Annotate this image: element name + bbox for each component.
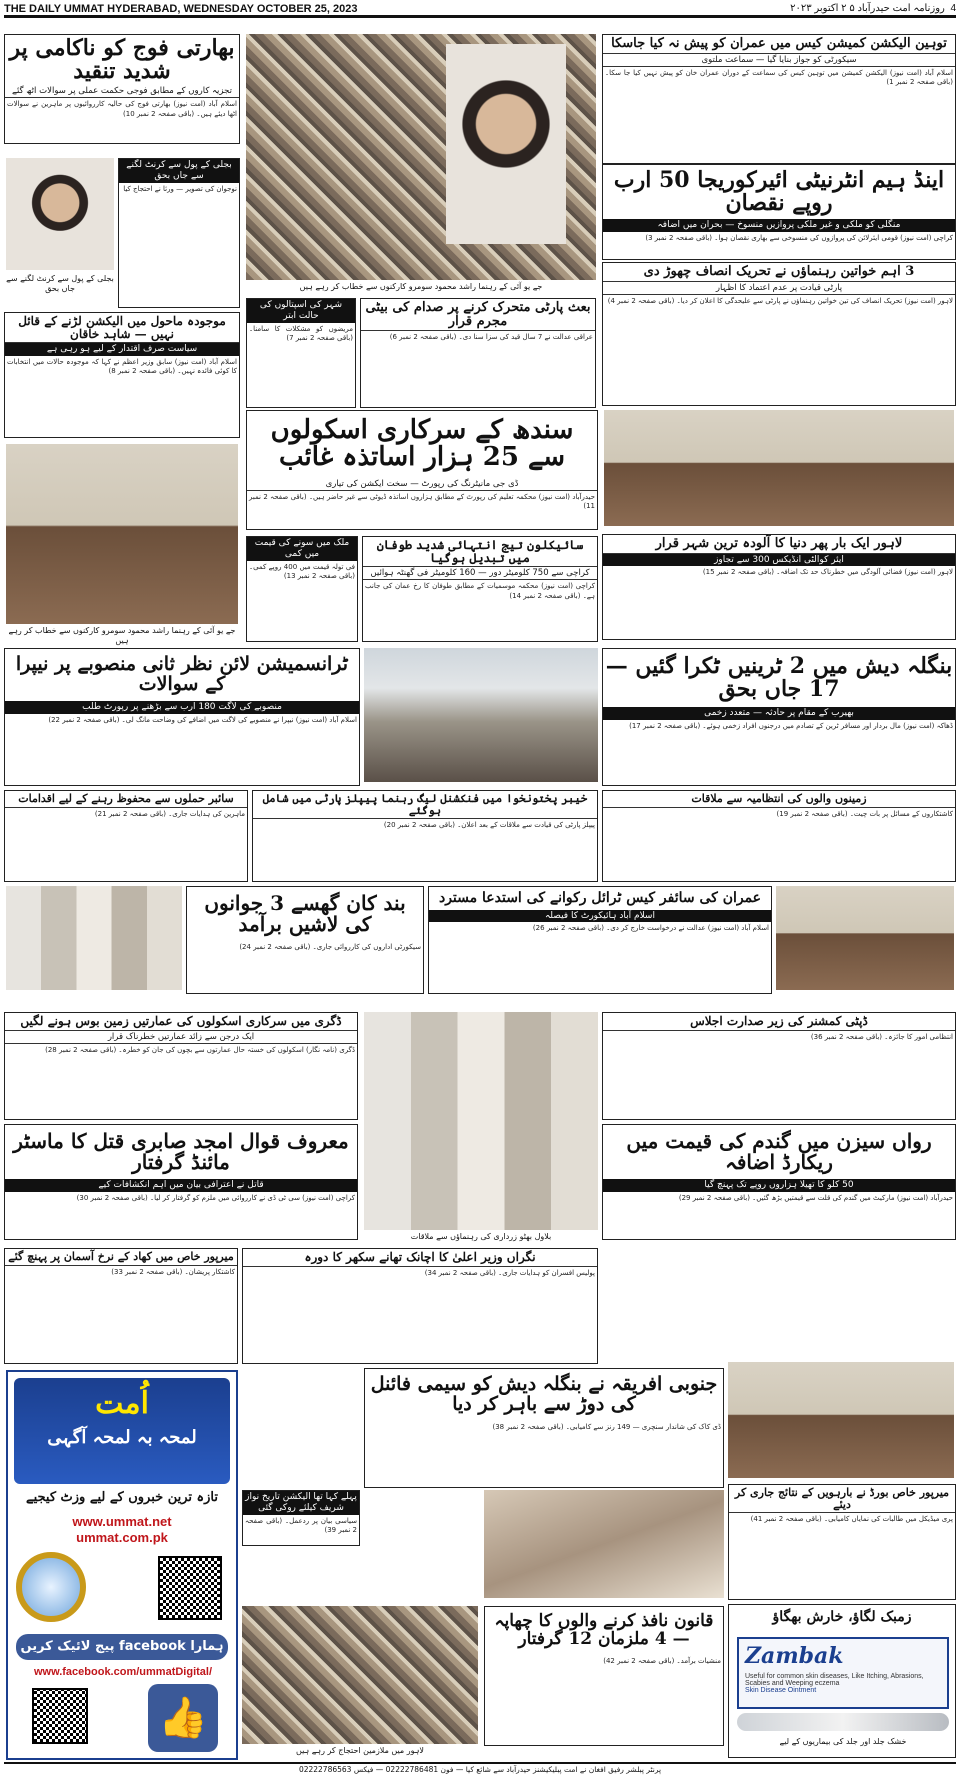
story-body: ڈھاکہ (امت نیوز) مال بردار اور مسافر ٹرین کے تصادم میں درجنوں افراد زخمی ہوئے۔ (باقی صفحہ 2 نمبر 17) bbox=[629, 721, 953, 730]
story-fertilizer bbox=[4, 1248, 238, 1364]
subheadline: 50 کلو کا تھیلا ہزاروں روپے تک پہنچ گیا bbox=[603, 1179, 955, 1192]
story-bangladesh-train bbox=[602, 648, 956, 786]
story-tauheen bbox=[602, 34, 956, 164]
story-mq bbox=[360, 298, 596, 408]
magnifier-icon bbox=[16, 1552, 86, 1622]
subheadline: کراچی سے 750 کلومیٹر دور — 160 کلومیٹر فی گھنٹہ ہوائیں bbox=[363, 567, 597, 580]
ppp-caption: بلاول بھٹو زرداری کی رہنماؤں سے ملاقات bbox=[410, 1232, 552, 1241]
facebook-like-label[interactable]: ہمارا facebook پیج لائیک کریں bbox=[16, 1634, 228, 1660]
masthead-urdu-text: روزنامہ امت حیدرآباد ۵ ۲ اکتوبر ۲۰۲۳ bbox=[790, 3, 945, 14]
story-army bbox=[4, 34, 240, 144]
subheadline: منگلی کو ملکی و غیر ملکی پروازیں منسوخ — بحران میں اضافہ bbox=[603, 219, 955, 232]
qr-code-icon[interactable] bbox=[158, 1556, 222, 1620]
story-body: پری میڈیکل میں طالبات کی نمایاں کامیابی۔ (باقی صفحہ 2 نمبر 41) bbox=[750, 1515, 953, 1524]
subheadline: ڈی جی مانیٹرنگ کی رپورٹ — سخت ایکشن کی تیاری bbox=[247, 478, 597, 491]
portrait-caption: بجلی کے پول سے کرنٹ لگنے سے جاں بحق bbox=[6, 274, 114, 293]
masthead-urdu bbox=[790, 3, 956, 14]
ummat-ad[interactable] bbox=[6, 1370, 238, 1760]
headline: میرپور خاص میں کھاد کے نرخ آسمان پر پہنچ گئے bbox=[5, 1249, 237, 1266]
story-kp-party bbox=[252, 790, 598, 882]
story-body: نوجوان کی تصویر — ورثا نے احتجاج کیا bbox=[123, 184, 237, 193]
story-body: حیدرآباد (امت نیوز) مارکیٹ میں گندم کی قلت سے قیمتیں بڑھ گئیں۔ (باقی صفحہ 2 نمبر 29) bbox=[678, 1193, 953, 1202]
zambak-desc: Useful for common skin diseases, Like Itching, Abrasions, Scabies and Weeping eczema bbox=[745, 1673, 924, 1687]
story-body: اسلام آباد (امت نیوز) بھارتی فوج کی حالیہ کارروائیوں پر ماہرین نے سوالات اٹھا دیئے ہیں۔ (باقی صفحہ 2 نمبر 10) bbox=[7, 100, 237, 118]
story-wheat bbox=[602, 1124, 956, 1240]
officials-meeting-photo bbox=[728, 1362, 954, 1478]
zambak-brand: Zambak bbox=[745, 1643, 844, 1669]
subheadline: ایئر کوالٹی انڈیکس 300 سے تجاوز bbox=[603, 554, 955, 567]
headline: سائیکلون تیج انتہائی شدید طوفان میں تبدیل ہوگیا bbox=[363, 537, 597, 567]
headline: قانون نافذ کرنے والوں کا چھاپہ — 4 ملزمان 12 گرفتار bbox=[494, 1611, 714, 1649]
story-balochistan bbox=[186, 886, 424, 994]
protest-flag-photo bbox=[364, 648, 598, 782]
headline: خیبر پختونخوا میں فنکشنل لیگ رہنما پیپلز پارٹی میں شامل ہوگئے bbox=[253, 791, 597, 819]
story-body: اسلام آباد (امت نیوز) سابق وزیر اعظم نے کہا کہ موجودہ حالات میں انتخابات کا کوئی فائدہ نہیں۔ (باقی صفحہ 2 نمبر 8) bbox=[7, 357, 237, 376]
story-power bbox=[118, 158, 240, 308]
thumbs-up-icon: 👍 bbox=[148, 1684, 218, 1752]
main-photo bbox=[246, 34, 596, 280]
story-body: پولیس افسران کو ہدایات جاری۔ (باقی صفحہ 2 نمبر 34) bbox=[424, 1268, 595, 1277]
story-matric bbox=[728, 1484, 956, 1600]
story-teachers bbox=[246, 410, 598, 530]
headline: رواں سیزن میں گندم کی قیمت میں ریکارڈ اضافہ bbox=[626, 1129, 932, 1174]
portrait-photo bbox=[6, 158, 114, 270]
headline: توہین الیکشن کمیشن کیس میں عمران کو پیش نہ کیا جاسکا bbox=[603, 35, 955, 54]
subheadline: ایک درجن سے زائد عمارتیں خطرناک قرار bbox=[5, 1031, 357, 1044]
conference-photo bbox=[776, 886, 954, 990]
story-body: فی تولہ قیمت میں 400 روپے کمی۔ (باقی صفحہ 2 نمبر 13) bbox=[249, 562, 356, 581]
headline: جنوبی افریقہ نے بنگلہ دیش کو سیمی فائنل کی دوڑ سے باہر کر دیا bbox=[370, 1373, 718, 1415]
headline: ٹرانسمیشن لائن نظر ثانی منصوبے پر نیپرا کے سوالات bbox=[15, 653, 349, 695]
headline: سائبر حملوں سے محفوظ رہنے کے لیے اقدامات bbox=[5, 791, 247, 808]
story-transmission bbox=[4, 648, 360, 786]
zambak-sub: Skin Disease Ointment bbox=[745, 1687, 817, 1694]
story-body: حیدرآباد (امت نیوز) محکمہ تعلیم کی رپورٹ کے مطابق ہزاروں اساتذہ ڈیوٹی سے غیر حاضر ہیں۔ (باقی صفحہ 2 نمبر 11) bbox=[249, 492, 595, 511]
headline: پہلے کہا تھا الیکشن تاریخ نواز شریف کیلئے روکی گئی bbox=[243, 1491, 359, 1515]
masthead-english: THE DAILY UMMAT HYDERABAD, WEDNESDAY OCTOBER 25, 2023 bbox=[4, 2, 358, 15]
headline: میرپور خاص بورڈ نے بارہویں کے نتائج جاری کر دیئے bbox=[729, 1485, 955, 1513]
story-police-land bbox=[4, 1012, 358, 1120]
story-body: ماہرین کی ہدایات جاری۔ (باقی صفحہ 2 نمبر 21) bbox=[94, 809, 245, 818]
story-body: کراچی (امت نیوز) سی ٹی ڈی نے کارروائی میں ملزم کو گرفتار کر لیا۔ (باقی صفحہ 2 نمبر 30) bbox=[76, 1193, 355, 1202]
ummat-url-2[interactable]: ummat.com.pk bbox=[76, 1530, 168, 1545]
story-body: اسلام آباد (امت نیوز) الیکشن کمیشن میں توہین کیس کی سماعت کے دوران عمران خان کو پیش نہیں کیا جا سکا۔ (باقی صفحہ 2 نمبر 1) bbox=[605, 68, 953, 87]
zambak-ad[interactable] bbox=[728, 1604, 956, 1758]
meeting-caption: جے یو آئی کے رہنما راشد محمود سومرو کارکنوں سے خطاب کر رہے ہیں bbox=[8, 626, 236, 645]
story-cyclone bbox=[362, 536, 598, 642]
headline: معروف قوال امجد صابری قتل کا ماسٹر مائنڈ گرفتار bbox=[13, 1129, 349, 1174]
group-photo bbox=[6, 886, 182, 990]
facebook-url[interactable]: www.facebook.com/ummatDigital/ bbox=[33, 1666, 213, 1678]
ummat-logo: اُمت bbox=[95, 1386, 149, 1421]
headline: ڈگری میں سرکاری اسکولوں کی عمارتیں زمین بوس ہونے لگیں bbox=[5, 1013, 357, 1031]
subheadline: سیاست صرف اقتدار کے لیے ہو رہی ہے bbox=[5, 343, 239, 356]
speaker-figure bbox=[446, 44, 566, 244]
story-body: کراچی (امت نیوز) قومی ایئرلائن کی پروازوں کی منسوخی سے بھاری نقصان ہوا۔ (باقی صفحہ 2 نمبر 3) bbox=[645, 233, 953, 242]
ummat-visit-text: تازہ ترین خبروں کے لیے وزٹ کیجیے bbox=[25, 1490, 219, 1505]
story-body: عراقی عدالت نے 7 سال قید کی سزا سنا دی۔ (باقی صفحہ 2 نمبر 6) bbox=[389, 333, 593, 342]
subheadline: بھیرب کے مقام پر حادثہ — متعدد زخمی bbox=[603, 707, 955, 720]
zambak-tube bbox=[737, 1713, 949, 1731]
ummat-url-1[interactable]: www.ummat.net bbox=[72, 1514, 172, 1529]
story-women bbox=[602, 262, 956, 406]
zambak-title: زمبک لگاؤ، خارش بھگاؤ bbox=[772, 1609, 912, 1625]
headline: بند کان گھسے 3 جوانوں کی لاشیں برآمد bbox=[204, 891, 406, 936]
zambak-caption: خشک جلد اور جلد کی بیماریوں کے لیے bbox=[779, 1737, 907, 1746]
story-body: اسلام آباد (امت نیوز) نیپرا نے منصوبے کی لاگت میں اضافے کی وضاحت مانگ لی۔ (باقی صفحہ 2 نمبر 22) bbox=[48, 715, 357, 724]
subheadline: منصوبے کی لاگت 180 ارب سے بڑھنے پر رپورٹ طلب bbox=[5, 701, 359, 714]
headline: نگراں وزیر اعلیٰ کا اچانک تھانے سکھر کا دورہ bbox=[243, 1249, 597, 1267]
story-body: ڈی کاک کی شاندار سنچری — 149 رنز سے کامیابی۔ (باقی صفحہ 2 نمبر 38) bbox=[492, 1422, 721, 1431]
page-number: 4 bbox=[950, 3, 956, 14]
headline: شہر کی اسپتالوں کی حالت ابتر bbox=[247, 299, 355, 323]
headline: بجلی کے پول سے کرنٹ لگنے سے جاں بحق bbox=[119, 159, 239, 183]
story-lahore-air bbox=[602, 534, 956, 640]
story-arrest bbox=[484, 1606, 724, 1746]
headline: 3 اہم خواتین رہنماؤں نے تحریک انصاف چھوڑ دی bbox=[603, 263, 955, 282]
story-raid bbox=[242, 1248, 598, 1364]
school-photo bbox=[604, 410, 954, 526]
zambak-pack bbox=[737, 1637, 949, 1709]
headline: بنگلہ دیش میں 2 ٹرینیں ٹکرا گئیں — 17 جاں بحق bbox=[605, 653, 953, 703]
story-deputy-commissioner bbox=[602, 1012, 956, 1120]
protest-caption: لاہور میں ملازمین احتجاج کر رہے ہیں bbox=[295, 1746, 424, 1755]
story-body: سیکورٹی اداروں کی کارروائی جاری۔ (باقی صفحہ 2 نمبر 24) bbox=[239, 943, 421, 951]
subheadline: اسلام آباد ہائیکورٹ کا فیصلہ bbox=[429, 910, 771, 923]
masthead bbox=[4, 2, 956, 18]
main-photo-caption: جے یو آئی کے رہنما راشد محمود سومرو کارکنوں سے خطاب کر رہے ہیں bbox=[299, 282, 543, 291]
story-body: پیپلز پارٹی کی قیادت سے ملاقات کے بعد اعلان۔ (باقی صفحہ 2 نمبر 20) bbox=[383, 821, 595, 830]
story-body: اسلام آباد (امت نیوز) عدالت نے درخواست خارج کر دی۔ (باقی صفحہ 2 نمبر 26) bbox=[532, 924, 769, 933]
story-body: منشیات برآمد۔ (باقی صفحہ 2 نمبر 42) bbox=[603, 1656, 721, 1665]
story-farmers bbox=[602, 790, 956, 882]
story-cricket bbox=[364, 1368, 724, 1488]
story-body: کاشتکاروں کے مسائل پر بات چیت۔ (باقی صفحہ 2 نمبر 19) bbox=[776, 809, 953, 818]
protest-photo bbox=[242, 1606, 478, 1744]
story-body: سیاسی بیان پر ردعمل۔ (باقی صفحہ 2 نمبر 39) bbox=[245, 1516, 357, 1535]
story-body: کاشتکار پریشان۔ (باقی صفحہ 2 نمبر 33) bbox=[111, 1267, 235, 1276]
facebook-qr-code-icon[interactable] bbox=[32, 1688, 88, 1744]
headline: ملک میں سونے کی قیمت میں کمی bbox=[247, 537, 357, 561]
story-cyber bbox=[4, 790, 248, 882]
headline: بعث پارٹی متحرک کرنے پر صدام کی بیٹی مجرم قرار bbox=[361, 299, 595, 331]
subheadline: سیکورٹی کو جواز بنایا گیا — سماعت ملتوی bbox=[603, 54, 955, 67]
story-body: انتظامی امور کا جائزہ۔ (باقی صفحہ 2 نمبر 36) bbox=[810, 1032, 953, 1041]
hospital-photo bbox=[484, 1490, 724, 1598]
ppp-photo bbox=[364, 1012, 598, 1230]
story-body: لاہور (امت نیوز) تحریک انصاف کی تین خواتین رہنماؤں نے پارٹی سے علیحدگی کا اعلان کر دیا۔ (باقی صفحہ 2 نمبر 4) bbox=[607, 296, 953, 305]
story-election bbox=[4, 312, 240, 438]
story-qawwal bbox=[4, 1124, 358, 1240]
story-hospital bbox=[246, 298, 356, 408]
ummat-ad-banner bbox=[14, 1378, 230, 1484]
story-body: لاہور (امت نیوز) فضائی آلودگی میں خطرناک حد تک اضافہ۔ (باقی صفحہ 2 نمبر 15) bbox=[702, 568, 953, 577]
page-footer: پرنٹر پبلشر رفیق افغان نے امت پبلیکیشنز حیدرآباد سے شائع کیا — فون 02222786481 — فیکس 02222786563 bbox=[4, 1762, 956, 1776]
subheadline: قاتل نے اعترافی بیان میں اہم انکشافات کیے bbox=[5, 1179, 357, 1192]
ummat-tagline: لمحہ بہ لمحہ آگہی bbox=[47, 1427, 197, 1448]
headline: سندھ کے سرکاری اسکولوں سے 25 ہزار اساتذہ غائب bbox=[270, 415, 574, 473]
meeting-photo bbox=[6, 444, 238, 624]
subheadline: پارٹی قیادت پر عدم اعتماد کا اظہار bbox=[603, 282, 955, 295]
story-pia bbox=[602, 164, 956, 260]
headline: بھارتی فوج کو ناکامی پر شدید تنقید bbox=[9, 35, 235, 85]
story-gold bbox=[246, 536, 358, 642]
story-body: مریضوں کو مشکلات کا سامنا۔ (باقی صفحہ 2 نمبر 7) bbox=[249, 324, 353, 343]
headline: موجودہ ماحول میں الیکشن لڑنے کے قائل نہیں — شاہد خاقان bbox=[5, 313, 239, 343]
story-nawaz bbox=[242, 1490, 360, 1546]
headline: لاہور ایک بار پھر دنیا کا آلودہ ترین شہر قرار bbox=[603, 535, 955, 554]
headline: ڈپٹی کمشنر کی زیر صدارت اجلاس bbox=[603, 1013, 955, 1031]
subheadline: تجزیہ کاروں کے مطابق فوجی حکمت عملی پر سوالات اٹھ گئے bbox=[5, 85, 239, 98]
story-imran-cipher bbox=[428, 886, 772, 994]
story-body: ڈگری (نامہ نگار) اسکولوں کی خستہ حال عمارتوں سے بچوں کی جان کو خطرہ۔ (باقی صفحہ 2 نمبر 28) bbox=[45, 1045, 355, 1054]
story-body: کراچی (امت نیوز) محکمہ موسمیات کے مطابق طوفان کا رخ عمان کی جانب ہے۔ (باقی صفحہ 2 نمبر 14) bbox=[365, 582, 595, 600]
headline: اینڈ ہیم انٹرنیٹی ائیرکوریجا 50 ارب روپے نقصان bbox=[613, 167, 945, 217]
headline: زمینوں والوں کی انتظامیہ سے ملاقات bbox=[603, 791, 955, 808]
headline: عمران کی سائفر کیس ٹرائل رکوانے کی استدعا مسترد bbox=[438, 890, 762, 906]
